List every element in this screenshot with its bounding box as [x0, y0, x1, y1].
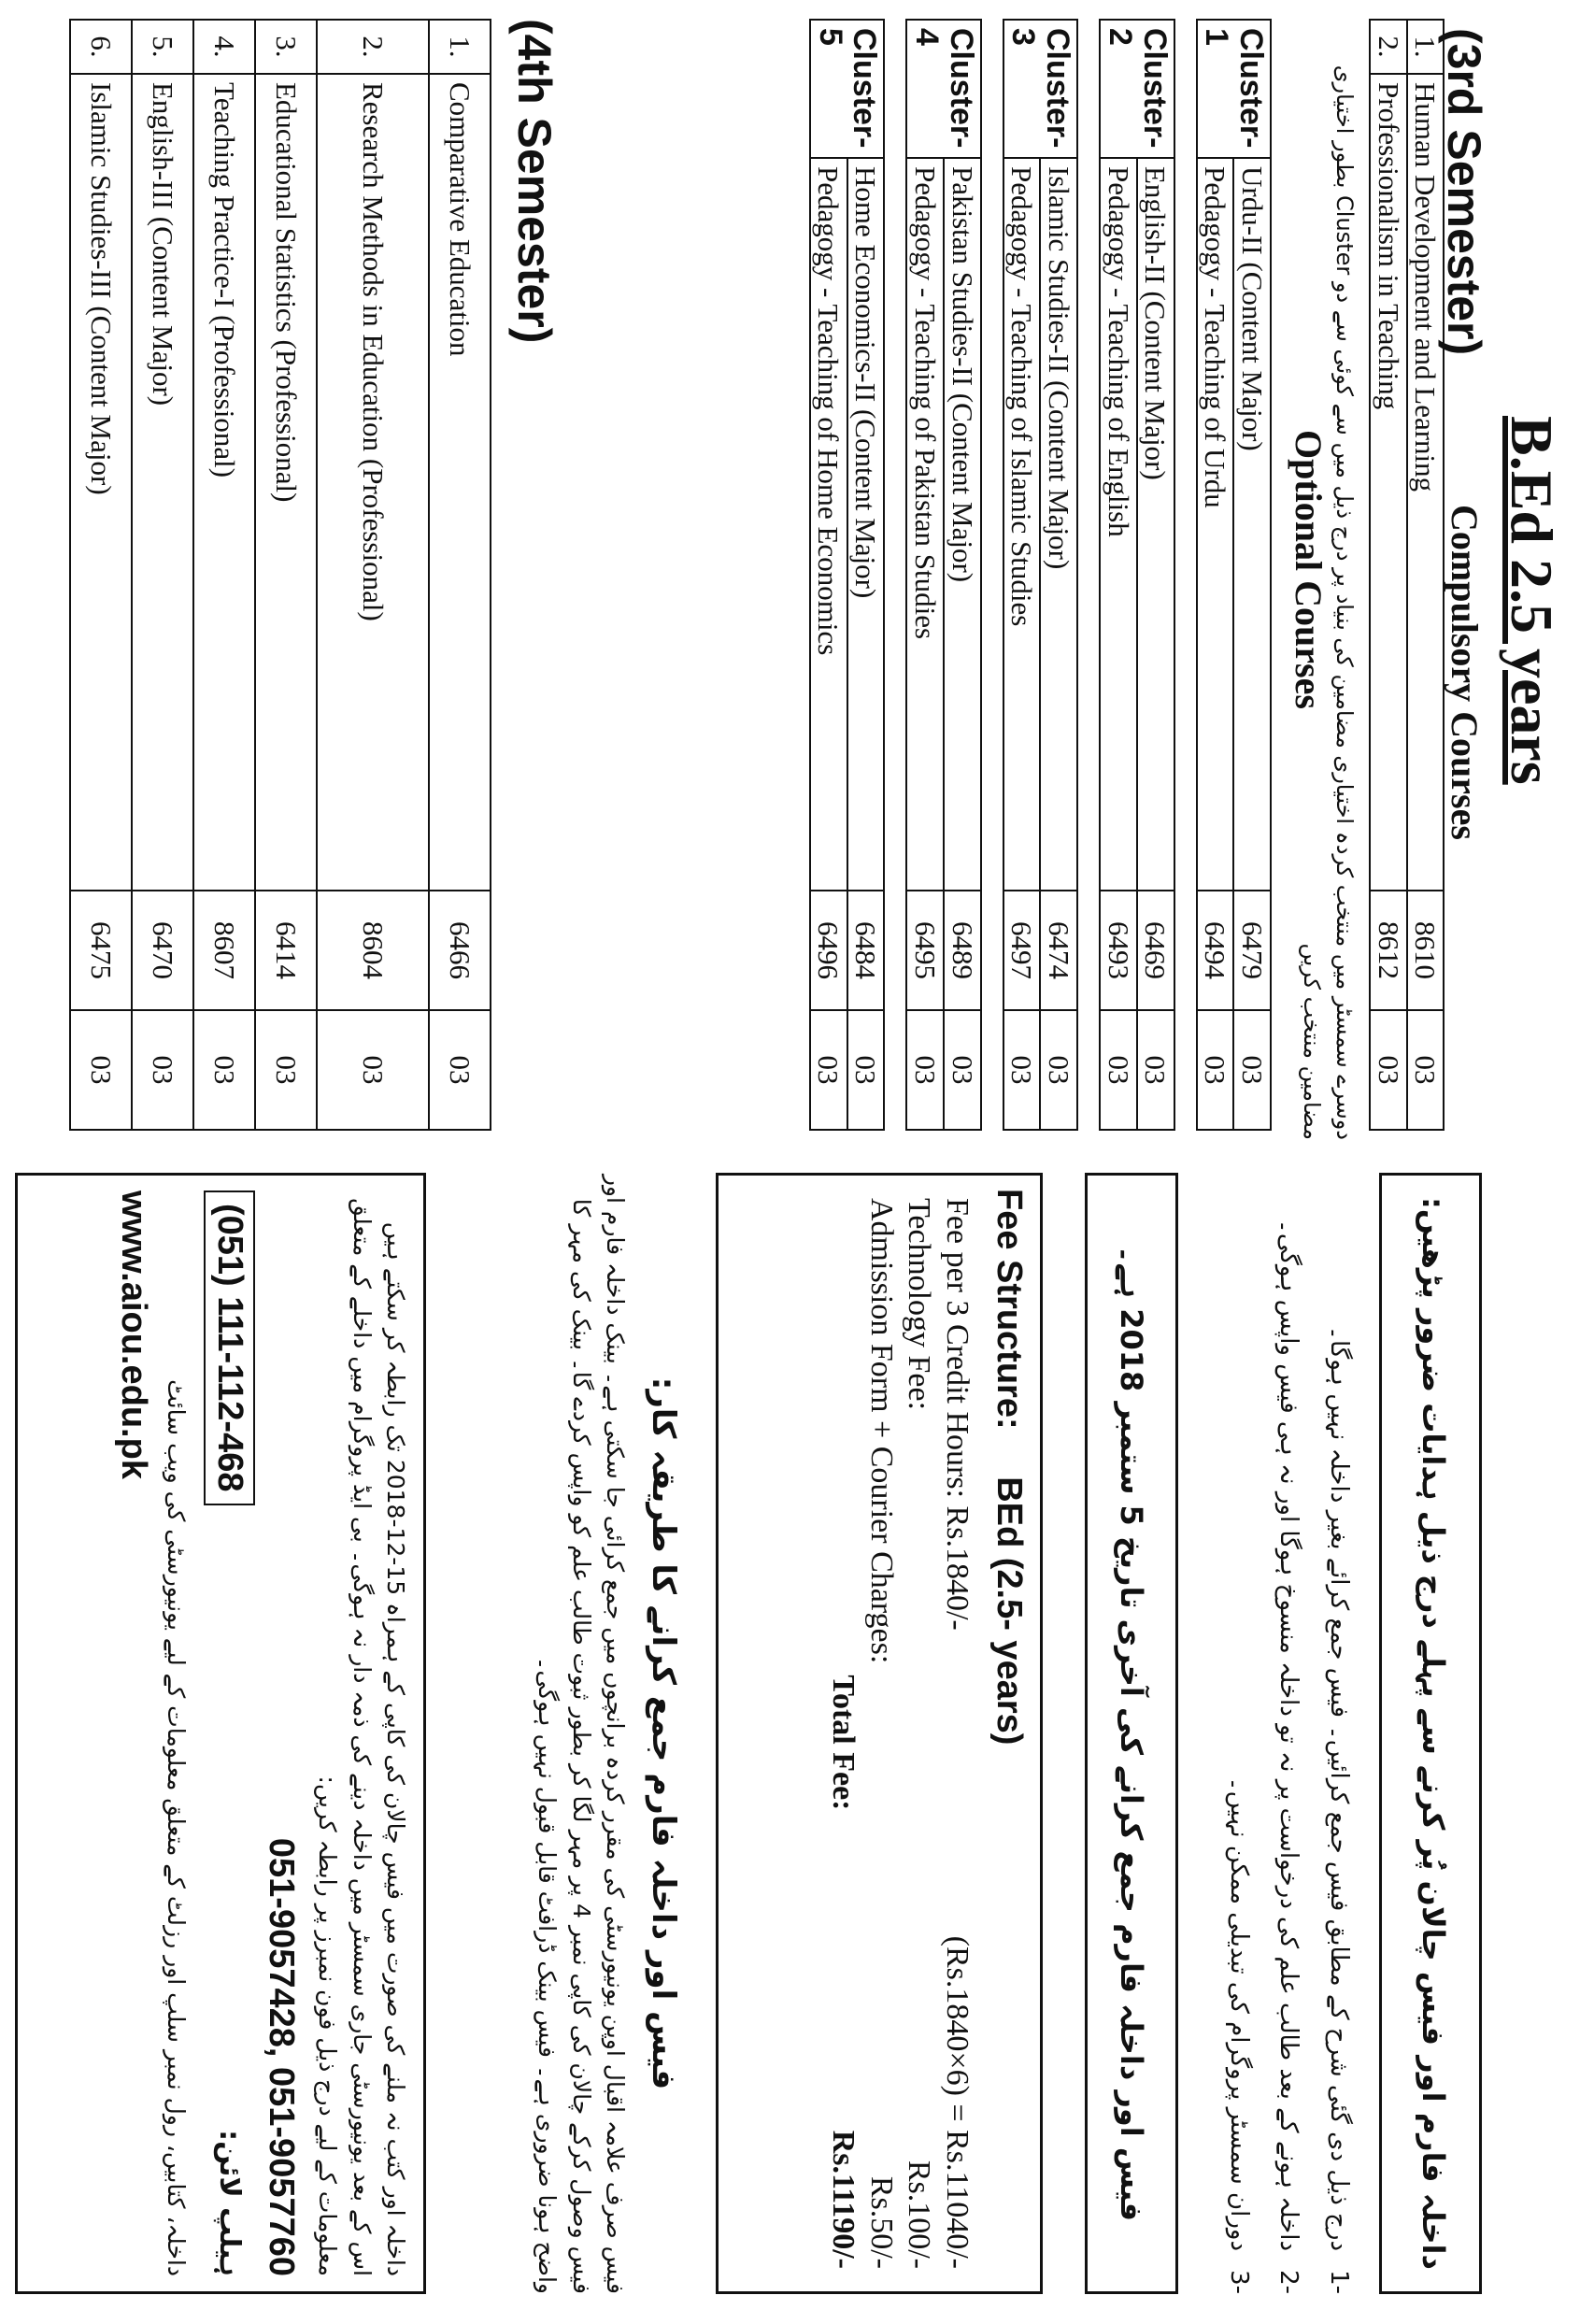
sem4-table	[69, 19, 491, 1131]
instructions-list	[1220, 1173, 1356, 2294]
method-paragraph: فیس صرف علامہ اقبال اوپن یونیورسٹی کی مقرر کردہ برانچوں میں جمع کرائی جا سکتی ہے۔ بینک داخلہ فارم اور فیس وصول کرکے چالان کی کاپی نمبر 4 پر مہر لگا کر بطور ثبوت طالب علم کو واپس کردے گا۔ بینک کی مہر کا واضح ہونا ضروری ہے۔ فیس بینک ڈرافٹ قابل قبول نہیں ہوگی۔	[534, 1174, 629, 2294]
contact-paragraph: داخلہ اور کتب نہ ملنے کی صورت میں فیس چالان کی کاپی کے ہمراہ 15-12-2018 تک رابطہ کر سکتے ہیں اس کے بعد یونیورسٹی جاری سمسٹر میں داخلہ دینے کی ذمہ دار نہ ہوگی۔ بی ایڈ پروگرام میں داخلے کے متعلق معلومات کے لیے درج ذیل فون نمبرز پر رابطہ کریں:	[314, 1198, 409, 2276]
phone-numbers: 051-9057428, 051-9057760	[262, 1837, 302, 2276]
method-heading: فیس اور داخلہ فارم جمع کرانے کا طریقہ کار:	[645, 1376, 682, 2090]
sem3-heading: (3rd Semester)	[1438, 28, 1490, 356]
fee-table	[823, 1189, 975, 2278]
table-row: 3. Educational Statistics (Professional) 6414 03	[255, 20, 317, 1130]
list-item: -2 داخلہ ہونے کے بعد طالب علم کی درخواست پر نہ تو داخلہ منسوخ ہوگا اور نہ ہی فیس واپس ہوگی۔	[1274, 1219, 1303, 2294]
fee-heading: Fee Structure: BEd (2.5- years)	[989, 1189, 1029, 1746]
course-column	[0, 19, 1594, 1140]
helpline-number: (051) 111-112-468	[204, 1191, 255, 1505]
list-item: -3 دوران سمسٹر پروگرام کی تبدیلی ممکن نہیں۔	[1224, 1776, 1253, 2294]
table-row: 1. Comparative Education 6466 03	[429, 20, 491, 1130]
table-row: 4. Teaching Practice-I (Professional) 8607 03	[193, 20, 255, 1130]
table-row: 5. English-III (Content Major) 6470 03	[132, 20, 193, 1130]
table-row: Fee per 3 Credit Hours: Rs.1840/- (Rs.1840×6) = Rs.11040/-	[940, 1198, 975, 2269]
table-row: 2. Research Methods in Education (Professional) 8604 03	[317, 20, 429, 1130]
optional-note: دوسرے سمسٹر میں منتخب کردہ اختیاری مضامین کی بنیاد پر درج ذیل میں سے کوئی سے دو Cluster بطور اختیاری مضامین منتخب کریں	[1299, 64, 1358, 1140]
page-title: B.Ed 2.5 years	[1499, 416, 1565, 785]
helpline-label: ہیلپ لائن:	[213, 2130, 247, 2276]
website-note: داخلہ، کتابیں، رول نمبر سلپ اور رزلٹ کے متعلق معلومات کے لیے یونیورسٹی کی ویب سائٹ	[163, 1379, 191, 2276]
cluster-4-table: Cluster-4 Pakistan Studies-II (Content Major) 6489 03 Pedagogy - Teaching of Pakistan Studies 6495 03	[905, 19, 981, 1131]
cluster-3-table: Cluster-3 Islamic Studies-II (Content Major) 6474 03 Pedagogy - Teaching of Islamic Studies 6497 03	[1003, 19, 1078, 1131]
instructions-heading: داخلہ فارم اور فیس چالان پُر کرنے سے پہلے درج ذیل ہدایات ضرور پڑھیں:	[1379, 1173, 1482, 2294]
cluster-tables	[809, 19, 1272, 1131]
table-row: 1. Human Development and Learning 8610 03	[1407, 20, 1444, 1130]
website-link[interactable]: www.aiou.edu.pk	[114, 1191, 153, 1479]
contact-box	[15, 1173, 426, 2294]
deadline-box: فیس اور داخلہ فارم جمع کرانے کی آخری تاریخ 5 ستمبر 2018 ہے۔	[1085, 1173, 1178, 2294]
table-row: Admission Form + Courier Charges: Rs.50/-	[863, 1198, 899, 2269]
sem4-heading: (4th Semester)	[508, 19, 561, 344]
helpline-row	[204, 1191, 255, 2276]
fee-total-row: Total Fee: Rs.11190/-	[825, 1675, 861, 2269]
info-column	[0, 1173, 1594, 2303]
table-row: 2. Professionalism in Teaching 8612 03	[1370, 20, 1406, 1130]
table-row: 6. Islamic Studies-III (Content Major) 6475 03	[70, 20, 132, 1130]
cluster-5-table: Cluster-5 Home Economics-II (Content Major) 6484 03 Pedagogy - Teaching of Home Economics 6496 03	[809, 19, 885, 1131]
cluster-1-table: Cluster-1 Urdu-II (Content Major) 6479 03 Pedagogy - Teaching of Urdu 6494 03	[1196, 19, 1272, 1131]
compulsory-heading: Compulsory Courses	[1444, 505, 1486, 840]
fee-structure-box	[716, 1173, 1043, 2294]
list-item: -1 درج ذیل دی گئی شرح کے مطابق فیس جمع کرائیں۔ فیس جمع کرائے بغیر داخلہ نہیں ہوگا۔	[1325, 1325, 1353, 2294]
compulsory-table	[1369, 19, 1445, 1131]
table-row: Technology Fee: Rs.100/-	[902, 1198, 937, 2269]
cluster-2-table: Cluster-2 English-II (Content Major) 6469 03 Pedagogy - Teaching of English 6493 03	[1099, 19, 1174, 1131]
optional-heading: Optional Courses	[1288, 430, 1330, 709]
